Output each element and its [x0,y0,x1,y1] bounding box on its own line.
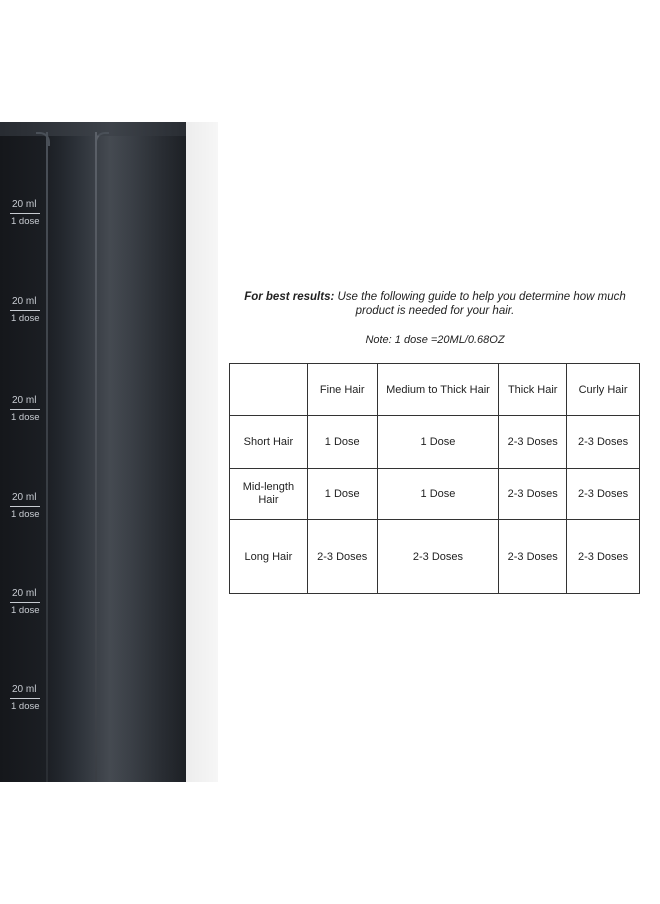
bottle-photo [0,122,218,782]
table-row [230,416,640,469]
dose-mark-dose: 1 dose [11,216,40,227]
guide-intro-text: Use the following guide to help you determine how much product is needed for your hair. [334,291,626,317]
bottle-groove [95,132,97,782]
column-header: Thick Hair [499,364,567,416]
bottle-neck [0,122,186,136]
dose-mark [10,199,42,228]
table-cell: 2-3 Doses [499,416,567,469]
table-cell: 1 Dose [377,469,499,520]
table-cell: 1 Dose [307,469,377,520]
dose-mark-line [10,602,40,603]
dose-mark-ml: 20 ml [12,684,37,695]
table-cell: 2-3 Doses [499,469,567,520]
bottle-body [0,122,186,782]
dose-mark-ml: 20 ml [12,395,37,406]
dose-mark-ml: 20 ml [12,588,37,599]
table-row [230,520,640,594]
dose-mark-line [10,409,40,410]
table-cell: 2-3 Doses [567,416,640,469]
table-cell: 2-3 Doses [567,469,640,520]
column-header: Medium to Thick Hair [377,364,499,416]
row-label: Short Hair [230,416,308,469]
dosage-table [229,363,640,594]
dose-mark-line [10,698,40,699]
table-cell: 2-3 Doses [567,520,640,594]
dose-mark-dose: 1 dose [11,605,40,616]
column-header: Fine Hair [307,364,377,416]
dose-mark-ml: 20 ml [12,296,37,307]
row-label: Mid-length Hair [230,469,308,520]
dose-mark-dose: 1 dose [11,412,40,423]
table-row [230,469,640,520]
table-cell: 2-3 Doses [307,520,377,594]
dose-mark-dose: 1 dose [11,701,40,712]
table-cell: 2-3 Doses [377,520,499,594]
dose-mark-dose: 1 dose [11,313,40,324]
dose-mark-line [10,213,40,214]
guide-intro-bold: For best results: [244,291,335,303]
table-cell: 1 Dose [377,416,499,469]
dose-note: Note: 1 dose =20ML/0.68OZ [365,334,505,346]
column-header: Curly Hair [567,364,640,416]
dose-mark-dose: 1 dose [11,509,40,520]
dose-mark [10,296,42,325]
dose-mark [10,684,42,713]
dose-mark [10,492,42,521]
dose-mark-ml: 20 ml [12,199,37,210]
bottle-groove [46,132,48,782]
bottle-groove-curve [95,132,109,146]
table-cell: 2-3 Doses [499,520,567,594]
row-label: Long Hair [230,520,308,594]
dose-mark [10,588,42,617]
table-header-row [230,364,640,416]
dose-mark-line [10,506,40,507]
column-header-empty [230,364,308,416]
table-cell: 1 Dose [307,416,377,469]
dose-mark-ml: 20 ml [12,492,37,503]
guide-intro [230,290,640,318]
dose-mark-line [10,310,40,311]
dose-mark [10,395,42,424]
